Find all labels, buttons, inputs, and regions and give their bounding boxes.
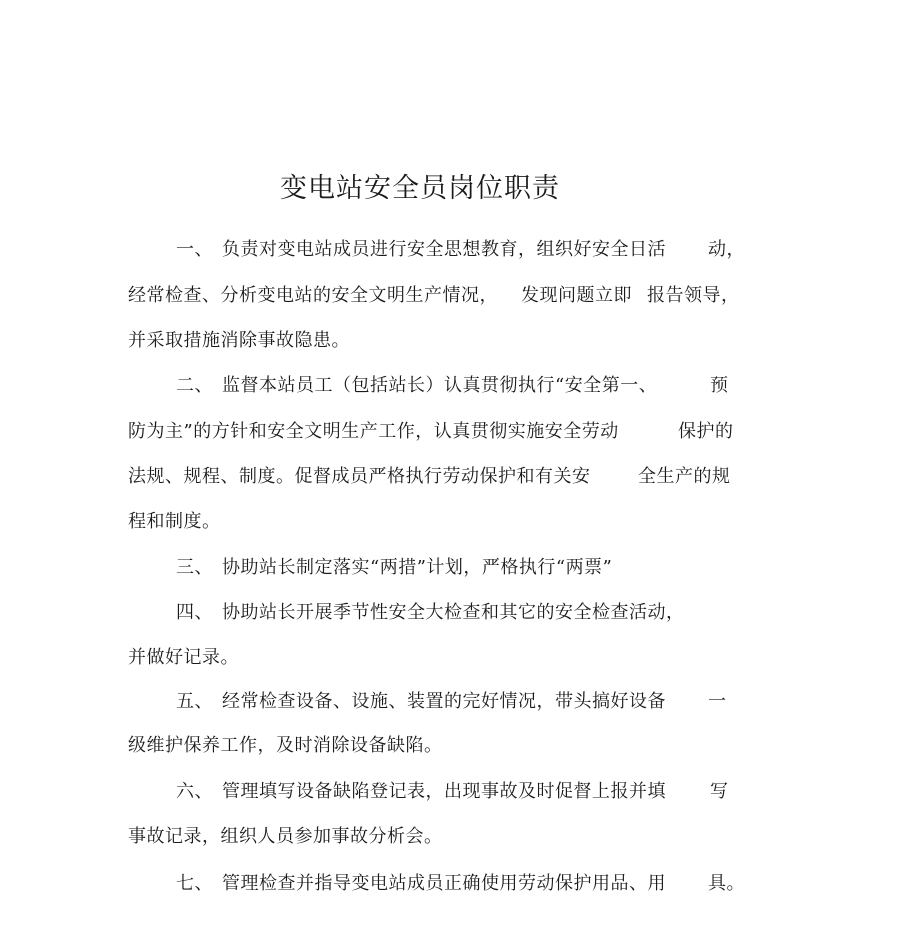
item-number: 三、 <box>176 557 213 578</box>
paragraph-line: 预 <box>710 375 729 396</box>
item-number: 七、 <box>176 873 213 894</box>
paragraph-line: 全生产的规 <box>638 466 731 487</box>
paragraph-line: 一、 负责对变电站成员进行安全思想教育，组织好安全日活 <box>176 239 666 260</box>
paragraph-line: 级维护保养工作，及时消除设备缺陷。 <box>128 735 443 756</box>
paragraph-line: 三、 协助站长制定落实“两措”计划，严格执行“两票” <box>176 557 613 578</box>
paragraph-line: 动， <box>708 239 745 260</box>
item-number: 六、 <box>176 781 213 802</box>
paragraph-line: 并做好记录。 <box>128 647 239 668</box>
paragraph-line: 保护的 <box>678 421 734 442</box>
paragraph-line: 具。 <box>708 873 745 894</box>
paragraph-line: 报告领导， <box>647 285 740 306</box>
paragraph-line: 法规、规程、制度。促督成员严格执行劳动保护和有关安 <box>128 466 591 487</box>
item-number: 五、 <box>176 691 213 712</box>
paragraph-line: 并采取措施消除事故隐患。 <box>128 330 350 351</box>
paragraph-line: 四、 协助站长开展季节性安全大检查和其它的安全检查活动， <box>176 602 685 623</box>
item-number: 二、 <box>176 375 213 396</box>
item-number: 四、 <box>176 602 213 623</box>
paragraph-line: 写 <box>710 781 729 802</box>
paragraph-line: 五、 经常检查设备、设施、装置的完好情况，带头搞好设备 <box>176 691 666 712</box>
paragraph-line: 程和制度。 <box>128 511 221 532</box>
paragraph-line: 事故记录，组织人员参加事故分析会。 <box>128 826 443 847</box>
paragraph-line: 经常检查、分析变电站的安全文明生产情况， <box>128 285 498 306</box>
paragraph-line: 防为主”的方针和安全文明生产工作，认真贯彻实施安全劳动 <box>128 421 619 442</box>
paragraph-line: 六、 管理填写设备缺陷登记表，出现事故及时促督上报并填 <box>176 781 666 802</box>
document-title: 变电站安全员岗位职责 <box>280 173 560 204</box>
item-number: 一、 <box>176 239 213 260</box>
paragraph-line: 二、 监督本站员工（包括站长）认真贯彻执行“安全第一、 <box>176 375 658 396</box>
paragraph-line: 一 <box>708 691 727 712</box>
paragraph-line: 七、 管理检查并指导变电站成员正确使用劳动保护用品、用 <box>176 873 666 894</box>
paragraph-line: 发现问题立即 <box>521 285 632 306</box>
